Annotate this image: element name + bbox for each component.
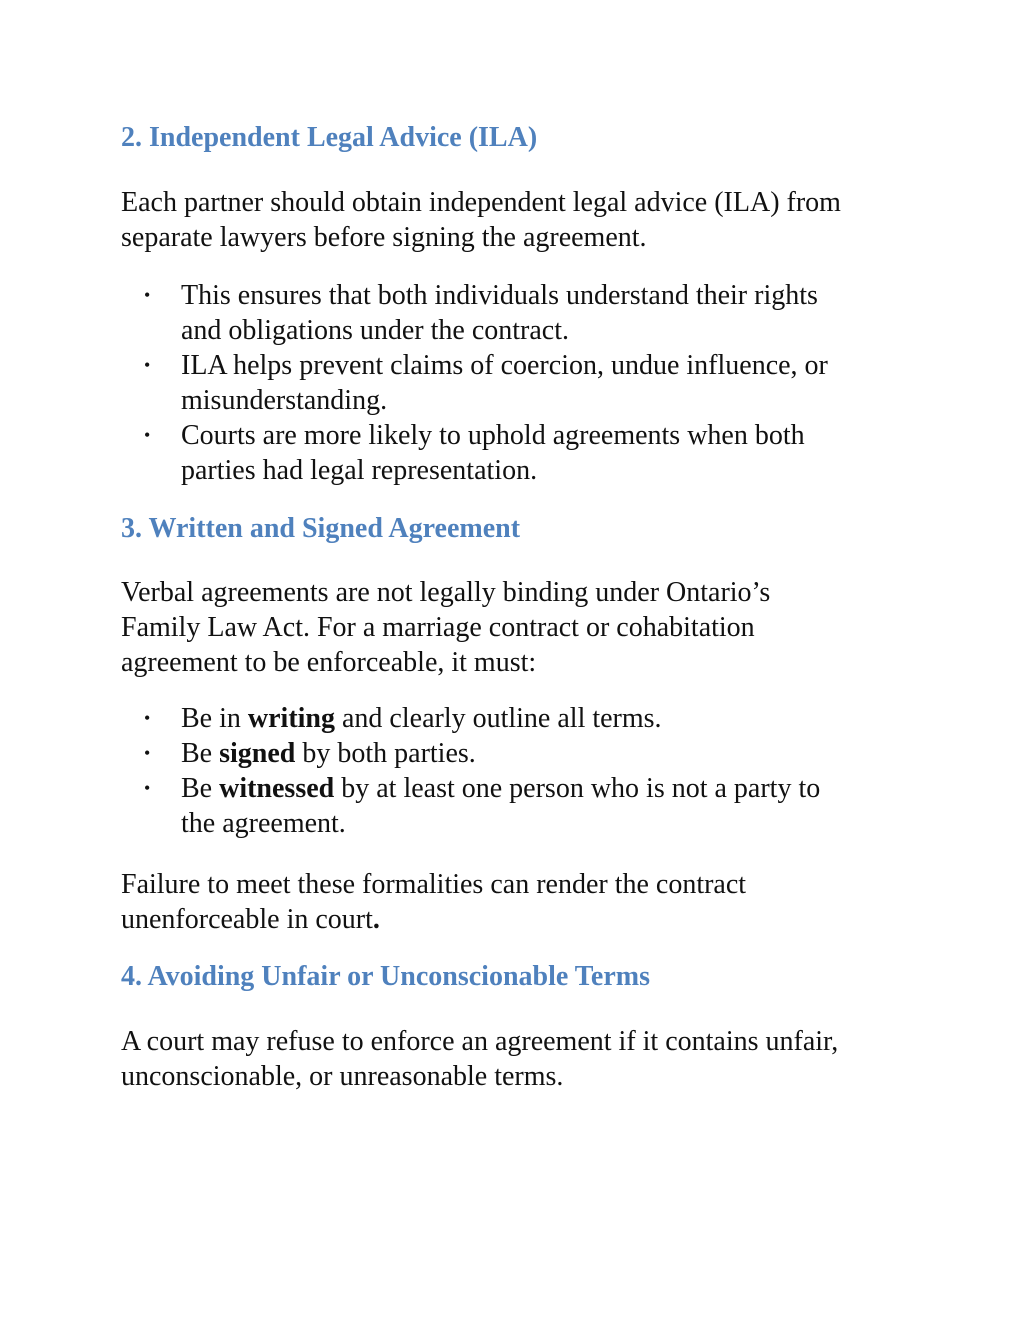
bullet-text-line: the agreement. [181, 808, 346, 839]
bullet-text-line: This ensures that both individuals understand their rights [181, 280, 818, 311]
bullet-text-line [181, 771, 1024, 806]
bullet-text-pre: Be in [181, 703, 248, 734]
section-3-bullet-item [0, 771, 1024, 841]
section-4-intro [121, 1024, 911, 1094]
bullet-text-emphasis: writing [247, 703, 335, 734]
section-2-heading: 2. Independent Legal Advice (ILA) [121, 122, 538, 153]
section-3-bullet-item [0, 736, 1024, 771]
bullet-icon: • [144, 285, 151, 305]
section-4-heading: 4. Avoiding Unfair or Unconscionable Terms [121, 961, 650, 992]
bullet-icon: • [144, 708, 151, 728]
bullet-text-line: and obligations under the contract. [181, 315, 569, 346]
bullet-icon: • [144, 743, 151, 763]
bullet-text-post: by both parties. [295, 738, 476, 769]
bullet-text-post: by at least one person who is not a party to [334, 773, 821, 804]
section-2-bullet-list [0, 278, 1024, 488]
bullet-text-pre: Be [181, 738, 220, 769]
bullet-text-pre: Be [181, 773, 220, 804]
section-3-bullet-list [0, 701, 1024, 841]
section-3-intro-line-2: Family Law Act. For a marriage contract or cohabitation [121, 612, 755, 643]
bullet-icon: • [144, 425, 151, 445]
failure-note-line-2 [121, 902, 911, 937]
section-2-bullet-item [0, 418, 1024, 488]
bullet-text-line: ILA helps prevent claims of coercion, undue influence, or [181, 350, 828, 381]
bullet-text-emphasis: witnessed [219, 773, 335, 804]
failure-note-period: . [372, 904, 380, 935]
failure-note-text: unenforceable in court [121, 904, 373, 935]
bullet-text-emphasis: signed [219, 738, 296, 769]
section-3-intro [121, 575, 911, 680]
bullet-text-line [181, 736, 1024, 771]
section-3-intro-line-1: Verbal agreements are not legally binding under Ontario’s [121, 577, 771, 608]
bullet-text-post: and clearly outline all terms. [335, 703, 662, 734]
section-3-intro-line-3: agreement to be enforceable, it must: [121, 647, 537, 678]
bullet-icon: • [144, 355, 151, 375]
bullet-text-line: parties had legal representation. [181, 455, 538, 486]
section-2-bullet-item [0, 278, 1024, 348]
section-3-bullet-item [0, 701, 1024, 736]
failure-note-line-1: Failure to meet these formalities can render the contract [121, 869, 747, 900]
section-2-intro [121, 185, 911, 255]
bullet-icon: • [144, 778, 151, 798]
bullet-text-line: misunderstanding. [181, 385, 388, 416]
section-2-intro-line-2: separate lawyers before signing the agreement. [121, 222, 647, 253]
section-4-intro-line-2: unconscionable, or unreasonable terms. [121, 1061, 564, 1092]
section-3-failure-note [121, 867, 911, 937]
bullet-text-line [181, 701, 1024, 736]
section-3-heading: 3. Written and Signed Agreement [121, 513, 521, 544]
section-4-intro-line-1: A court may refuse to enforce an agreement if it contains unfair, [121, 1026, 839, 1057]
bullet-text-line: Courts are more likely to uphold agreements when both [181, 420, 805, 451]
section-2-bullet-item [0, 348, 1024, 418]
section-2-intro-line-1: Each partner should obtain independent legal advice (ILA) from [121, 187, 841, 218]
